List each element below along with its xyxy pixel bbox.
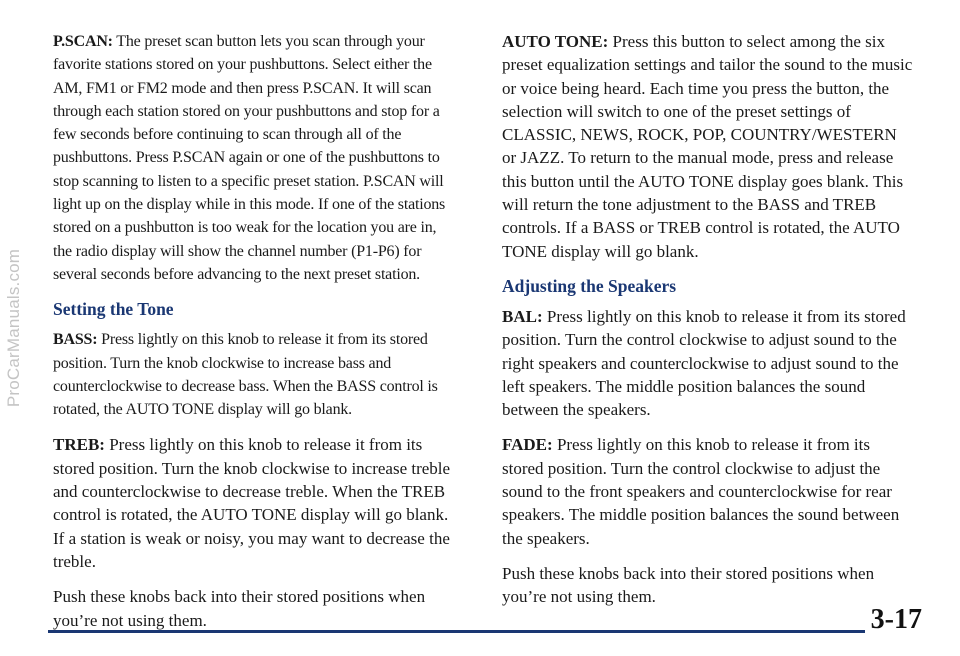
- auto-tone-text: Press this button to select among the six preset equalization settings and tailor the sound to the music or voice being heard. Each time you press the button, the selection will switch to one of the preset settings of CLASSIC, NEWS, ROCK, POP, COUNTRY/WESTERN or JAZZ. To return to the manual mode, press and release this button until the AUTO TONE display goes blank. This will return the tone adjustment to the BASS and TREB controls. If a BASS or TREB control is rotated, the AUTO TONE display will go blank.: [502, 32, 913, 261]
- treb-term: TREB:: [53, 435, 105, 455]
- right-column: [502, 30, 914, 621]
- fade-text: Press lightly on this knob to release it from its stored position. Turn the control clockwise to adjust the sound to the front speakers and counterclockwise for rear speakers. The middle position balances the sound between the speakers.: [502, 435, 900, 548]
- auto-tone-paragraph: [502, 30, 914, 263]
- watermark-text: ProCarManuals.com: [4, 248, 23, 408]
- pscan-term: P.SCAN:: [53, 33, 113, 50]
- bass-paragraph: [53, 328, 451, 421]
- tone-heading: Setting the Tone: [53, 299, 174, 320]
- watermark: [2, 0, 26, 656]
- fade-term: FADE:: [502, 435, 553, 455]
- bal-text: Press lightly on this knob to release it from its stored position. Turn the control clockwise to adjust sound to the right speakers and counterclockwise to adjust sound to the left speakers. The middle position balances the sound between the speakers.: [502, 306, 906, 420]
- pscan-paragraph: [53, 30, 451, 286]
- pscan-text: The preset scan button lets you scan through your favorite stations stored on your pushbuttons. Select either the AM, FM1 or FM2 mode and then press P.SCAN. It will scan through each station stored on your pushbuttons and stop for a few seconds before continuing to scan through all of the pushbuttons. Press P.SCAN again or one of the pushbuttons to stop scanning to listen to a specific preset station. P.SCAN will light up on the display while in this mode. If one of the stations stored on a pushbutton is too weak for the location you are in, the radio display will show the channel number (P1-P6) for several seconds before advancing to the next preset station.: [53, 33, 446, 283]
- fade-paragraph: [502, 433, 914, 549]
- bal-term: BAL:: [502, 306, 543, 326]
- treb-paragraph: [53, 433, 451, 573]
- auto-tone-term: AUTO TONE:: [502, 32, 609, 51]
- footer-rule: [48, 630, 868, 633]
- bass-term: BASS:: [53, 331, 98, 349]
- right-push-back-paragraph: Push these knobs back into their stored positions when you’re not using them.: [502, 563, 875, 607]
- speakers-heading: Adjusting the Speakers: [502, 275, 677, 296]
- left-push-back-paragraph: Push these knobs back into their stored positions when you’re not using them.: [53, 587, 426, 630]
- left-column: [53, 30, 451, 644]
- bass-text: Press lightly on this knob to release it from its stored position. Turn the knob clockwise to increase bass and counterclockwise to decrease bass. When the BASS control is rotated, the AUTO TONE display will go blank.: [53, 331, 438, 419]
- page-number: 3-17: [865, 604, 922, 636]
- bal-paragraph: [502, 305, 914, 421]
- treb-text: Press lightly on this knob to release it from its stored position. Turn the knob clockwise to increase treble and counterclockwise to decrease treble. When the TREB control is rotated, the AUTO TONE display will go blank. If a station is weak or noisy, you may want to decrease the treble.: [53, 435, 451, 571]
